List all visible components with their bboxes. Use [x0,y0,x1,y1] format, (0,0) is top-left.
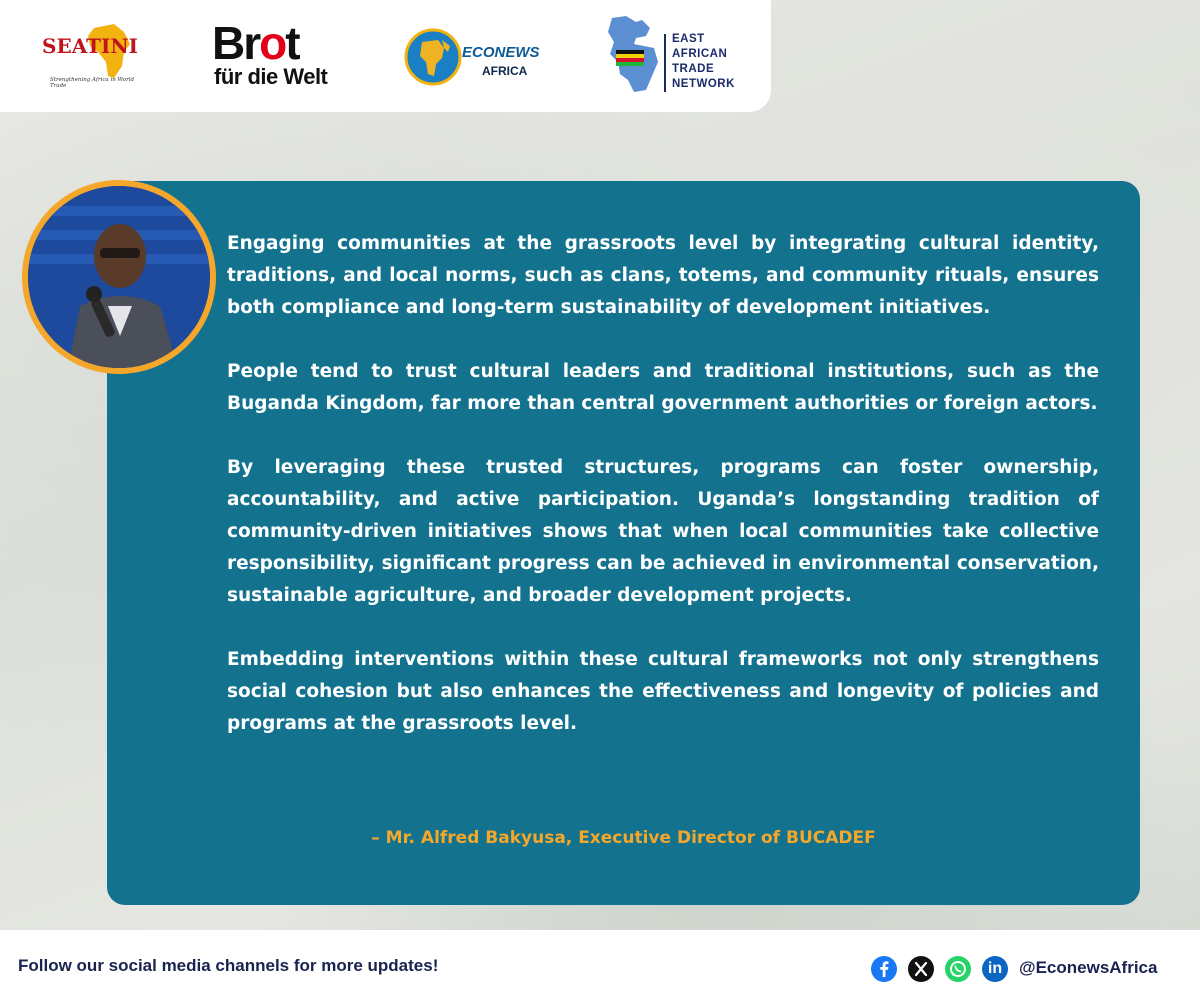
eatn-line-3: TRADE [672,63,715,75]
brot-subline: für die Welt [214,64,328,89]
brot-logo [212,17,342,92]
brot-wordmark: Brot [212,17,299,69]
facebook-icon[interactable] [871,956,897,982]
follow-text: Follow our social media channels for more updates! [18,956,439,975]
eatn-divider [664,34,666,92]
east-africa-map-icon [606,14,662,94]
speaker-photo [28,186,210,368]
econews-subline: AFRICA [482,64,528,78]
quote-attribution: – Mr. Alfred Bakyusa, Executive Director of BUCADEF [371,828,876,848]
seatini-tagline: Strengthening Africa in World Trade [50,77,135,89]
whatsapp-icon[interactable] [945,956,971,982]
eatn-logo [606,14,746,94]
quote-text [227,228,1099,772]
quote-paragraph-2: People tend to trust cultural leaders and traditional institutions, such as the Buganda Kingdom, far more than central government authorities or foreign actors. [227,361,1099,414]
seatini-logo [38,22,148,88]
logo-bar [0,0,771,112]
eatn-line-2: AFRICAN [672,48,728,60]
social-handle[interactable]: @EconewsAfrica [1019,958,1158,977]
seatini-wordmark: SEATINI [42,34,138,58]
globe-icon [404,28,462,86]
econews-wordmark: ECONEWS [462,44,540,61]
quote-paragraph-1: Engaging communities at the grassroots level by integrating cultural identity, traditions, and local norms, such as clans, totems, and community rituals, ensures both compliance and long-term sustainability of development initiatives. [227,233,1099,318]
speaker-portrait-icon [28,186,210,368]
quote-paragraph-4: Embedding interventions within these cultural frameworks not only strengthens social cohesion but also enhances the effectiveness and longevity of policies and programs at the grassroots level. [227,649,1099,734]
eatn-line-1: EAST [672,33,705,45]
linkedin-icon[interactable] [982,956,1008,982]
econews-logo [404,28,544,88]
linkedin-glyph: in [987,960,1003,977]
eatn-line-4: NETWORK [672,78,735,90]
eatn-wordmark [672,32,735,92]
x-icon[interactable] [908,956,934,982]
footer-bar [0,930,1200,1006]
speaker-avatar [22,180,216,374]
quote-paragraph-3: By leveraging these trusted structures, programs can foster ownership, accountability, and active participation. Uganda’s longstanding tradition of community-driven initiatives shows that when local communities take collective responsibility, significant progress can be achieved in environmental conservation, sustainable agriculture, and broader development projects. [227,457,1099,606]
